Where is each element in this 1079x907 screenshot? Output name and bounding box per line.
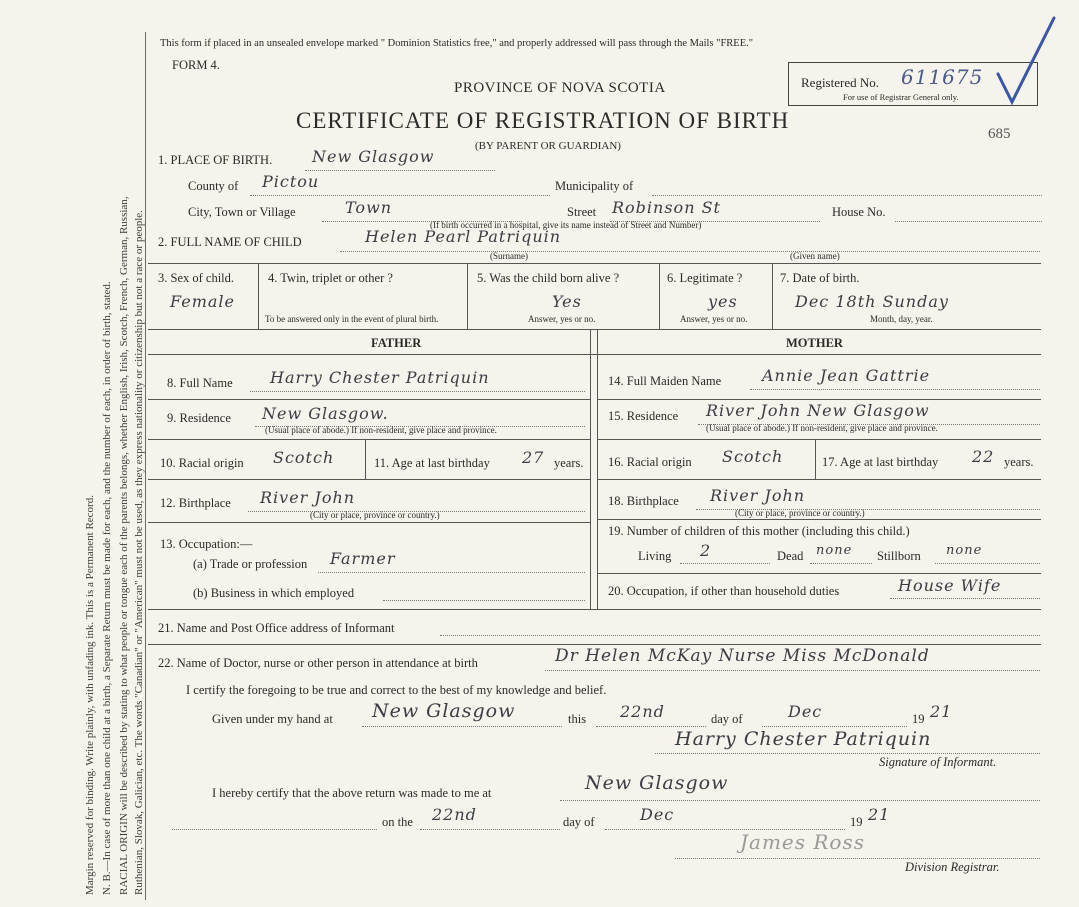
- informant-rule-top: [148, 609, 1041, 610]
- mother-birthplace-label: 18. Birthplace: [608, 494, 679, 508]
- registrar-place-value: New Glasgow: [585, 772, 729, 794]
- registered-value: 611675: [901, 65, 984, 89]
- mother-rule-3: [597, 479, 1041, 480]
- given-name-note: (Given name): [790, 251, 840, 261]
- legitimate-value: yes: [708, 292, 738, 311]
- mother-residence-label: 15. Residence: [608, 409, 679, 423]
- legitimate-label: 6. Legitimate ?: [667, 271, 743, 285]
- sex-value: Female: [170, 292, 235, 311]
- mother-name-value: Annie Jean Gattrie: [762, 366, 931, 385]
- father-years-label: years.: [554, 456, 584, 470]
- given-year-prefix: 19: [912, 712, 925, 726]
- doctor-value: Dr Helen McKay Nurse Miss McDonald: [555, 646, 930, 666]
- page-title: CERTIFICATE OF REGISTRATION OF BIRTH: [296, 108, 790, 133]
- county-line: [250, 195, 550, 196]
- registrar-signature: James Ross: [740, 830, 865, 854]
- this-label: this: [568, 712, 587, 726]
- mother-name-label: 14. Full Maiden Name: [608, 374, 722, 388]
- mother-living-line: [680, 563, 770, 564]
- margin-note-racial-2: Ruthenian, Slovak, Galician, etc. The words "Canadian" or "American" must not be used, as they express nationality or citizenship but not a race or people.: [133, 210, 145, 895]
- city-value: Town: [345, 198, 393, 217]
- mother-rule-4: [597, 519, 1041, 520]
- place-of-birth-value: New Glasgow: [312, 147, 435, 166]
- father-residence-value: New Glasgow.: [262, 404, 389, 423]
- municipality-label: Municipality of: [555, 179, 634, 193]
- informant-signature-label: Signature of Informant.: [879, 755, 997, 769]
- given-day-value: 22nd: [620, 702, 665, 721]
- father-rule-2: [148, 439, 590, 440]
- father-rule-1: [148, 399, 590, 400]
- certify-text: I certify the foregoing to be true and correct to the best of my knowledge and belief.: [186, 683, 607, 697]
- father-origin-value: Scotch: [273, 448, 335, 467]
- father-heading: FATHER: [371, 336, 422, 350]
- check-mark-icon: [990, 14, 1060, 114]
- municipality-line: [652, 195, 1042, 196]
- twin-note: To be answered only in the event of plural birth.: [265, 314, 439, 324]
- street-label: Street: [567, 205, 597, 219]
- dob-label: 7. Date of birth.: [780, 271, 860, 285]
- mother-years-label: years.: [1004, 455, 1034, 469]
- child-name-label: 2. FULL NAME OF CHILD: [158, 235, 302, 249]
- doctor-label: 22. Name of Doctor, nurse or other person in attendance at birth: [158, 656, 478, 670]
- mother-rule-2: [597, 439, 1041, 440]
- place-of-birth-line: [305, 170, 495, 171]
- mother-origin-value: Scotch: [722, 447, 784, 466]
- row-rule-top: [148, 263, 1041, 264]
- margin-notes: [0, 0, 148, 907]
- parents-divider-2: [590, 329, 591, 609]
- given-month-line: [762, 726, 907, 727]
- registrar-place-line: [560, 800, 1040, 801]
- col-rule-4: [772, 263, 773, 329]
- mother-stillborn-value: none: [946, 543, 983, 558]
- twin-label: 4. Twin, triplet or other ?: [268, 271, 393, 285]
- place-of-birth-label: 1. PLACE OF BIRTH.: [158, 153, 273, 167]
- county-label: County of: [188, 179, 239, 193]
- given-month-value: Dec: [788, 702, 823, 721]
- father-name-value: Harry Chester Patriquin: [270, 368, 490, 387]
- mother-origin-divider: [815, 439, 816, 479]
- registrar-note: For use of Registrar General only.: [843, 92, 959, 102]
- page-frame-left: [145, 32, 146, 900]
- mother-occupation-value: House Wife: [898, 576, 1002, 595]
- father-trade-line: [318, 572, 585, 573]
- mother-occupation-line: [890, 598, 1040, 599]
- page-subtitle: (BY PARENT OR GUARDIAN): [475, 140, 621, 152]
- father-age-value: 27: [522, 448, 545, 467]
- father-trade-value: Farmer: [330, 549, 396, 568]
- registrar-dayof-label: day of: [563, 815, 595, 829]
- informant-rule-bottom: [148, 644, 1041, 645]
- given-day-line: [596, 726, 706, 727]
- mother-residence-note: (Usual place of abode.) If non-resident, give place and province.: [706, 423, 938, 433]
- informant-signature-line: [655, 753, 1040, 754]
- legitimate-note: Answer, yes or no.: [680, 314, 748, 324]
- mother-birthplace-note: (City or place, province or country.): [735, 508, 865, 518]
- registrar-year-prefix: 19: [850, 815, 863, 829]
- mother-heading: MOTHER: [786, 336, 843, 350]
- registered-label: Registered No.: [801, 75, 879, 90]
- father-rule-4: [148, 522, 590, 523]
- surname-note: (Surname): [490, 251, 528, 261]
- mother-residence-value: River John New Glasgow: [706, 401, 930, 420]
- father-name-label: 8. Full Name: [167, 376, 233, 390]
- given-under-label: Given under my hand at: [212, 712, 333, 726]
- parents-heading-rule: [148, 354, 1041, 355]
- margin-note-binding: Margin reserved for binding. Write plainly, with unfading ink. This is a Permanent Record.: [84, 495, 96, 895]
- sex-label: 3. Sex of child.: [158, 271, 235, 285]
- father-age-label: 11. Age at last birthday: [374, 456, 490, 470]
- dob-note: Month, day, year.: [870, 314, 933, 324]
- given-place-value: New Glasgow: [372, 700, 516, 722]
- province-heading: PROVINCE OF NOVA SCOTIA: [454, 80, 666, 96]
- mother-dead-value: none: [816, 543, 853, 558]
- mother-living-value: 2: [700, 541, 712, 560]
- mother-age-value: 22: [972, 447, 995, 466]
- city-label: City, Town or Village: [188, 205, 296, 219]
- registrar-day-line: [420, 829, 560, 830]
- mother-children-label: 19. Number of children of this mother (including this child.): [608, 524, 910, 538]
- father-name-line: [250, 391, 585, 392]
- informant-line: [440, 635, 1040, 636]
- mother-stillborn-line: [935, 563, 1040, 564]
- margin-note-racial-1: RACIAL ORIGIN will be described by stating to what people or tongue each of the parents belongs, whether English, Irish, Scotch, French, German, Russian,: [118, 196, 130, 895]
- given-dayof-label: day of: [711, 712, 743, 726]
- house-line: [895, 221, 1042, 222]
- stamp-number: 685: [988, 126, 1011, 142]
- child-name-line: [340, 251, 1040, 252]
- mother-rule-1: [597, 399, 1041, 400]
- registrar-signature-label: Division Registrar.: [905, 860, 1000, 874]
- registrar-day-value: 22nd: [432, 805, 477, 824]
- father-birthplace-value: River John: [260, 488, 356, 507]
- mother-stillborn-label: Stillborn: [877, 549, 921, 563]
- mother-dead-label: Dead: [777, 549, 804, 563]
- father-trade-label: (a) Trade or profession: [193, 557, 308, 571]
- father-business-label: (b) Business in which employed: [193, 586, 355, 600]
- mother-dead-line: [810, 563, 872, 564]
- informant-signature: Harry Chester Patriquin: [675, 728, 932, 750]
- mother-origin-label: 16. Racial origin: [608, 455, 692, 469]
- mother-name-line: [750, 389, 1040, 390]
- child-name-value: Helen Pearl Patriquin: [365, 227, 562, 246]
- registrar-year-value: 21: [868, 805, 891, 824]
- col-rule-3: [659, 263, 660, 329]
- mother-birthplace-value: River John: [710, 486, 806, 505]
- registrar-text: I hereby certify that the above return was made to me at: [212, 786, 492, 800]
- registrar-signature-line: [675, 858, 1040, 859]
- father-origin-divider: [365, 439, 366, 479]
- col-rule-1: [258, 263, 259, 329]
- mother-rule-5: [597, 573, 1041, 574]
- row-rule-bottom: [148, 329, 1041, 330]
- form-number: FORM 4.: [172, 58, 220, 72]
- county-value: Pictou: [262, 172, 320, 191]
- house-label: House No.: [832, 205, 886, 219]
- registrar-on-label: on the: [382, 815, 413, 829]
- parents-divider: [597, 329, 598, 609]
- doctor-line: [545, 670, 1040, 671]
- registrar-prefix-line: [172, 829, 377, 830]
- mother-age-label: 17. Age at last birthday: [822, 455, 939, 469]
- given-place-line: [362, 726, 562, 727]
- registrar-month-value: Dec: [640, 805, 675, 824]
- father-rule-3: [148, 479, 590, 480]
- margin-note-plural: N. B.—In case of more than one child at a birth, a Separate Return must be made for each, and the number of each, in order of birth, stated.: [101, 281, 113, 895]
- father-business-line: [383, 600, 585, 601]
- col-rule-2: [467, 263, 468, 329]
- dob-value: Dec 18th Sunday: [795, 292, 949, 311]
- mother-occupation-label: 20. Occupation, if other than household duties: [608, 584, 840, 598]
- alive-note: Answer, yes or no.: [528, 314, 596, 324]
- father-birthplace-note: (City or place, province or country.): [310, 510, 440, 520]
- father-birthplace-label: 12. Birthplace: [160, 496, 231, 510]
- hospital-note: (If birth occurred in a hospital, give its name instead of Street and Number): [430, 220, 702, 230]
- given-year-value: 21: [930, 702, 953, 721]
- mail-notice: This form if placed in an unsealed envelope marked " Dominion Statistics free," and properly addressed will pass through the Mails "FREE.": [160, 38, 754, 49]
- father-residence-note: (Usual place of abode.) If non-resident, give place and province.: [265, 425, 497, 435]
- alive-label: 5. Was the child born alive ?: [477, 271, 620, 285]
- informant-label: 21. Name and Post Office address of Informant: [158, 621, 395, 635]
- father-occupation-label: 13. Occupation:—: [160, 537, 253, 551]
- father-origin-label: 10. Racial origin: [160, 456, 244, 470]
- father-residence-label: 9. Residence: [167, 411, 231, 425]
- street-value: Robinson St: [612, 198, 721, 217]
- alive-value: Yes: [552, 292, 582, 311]
- mother-living-label: Living: [638, 549, 672, 563]
